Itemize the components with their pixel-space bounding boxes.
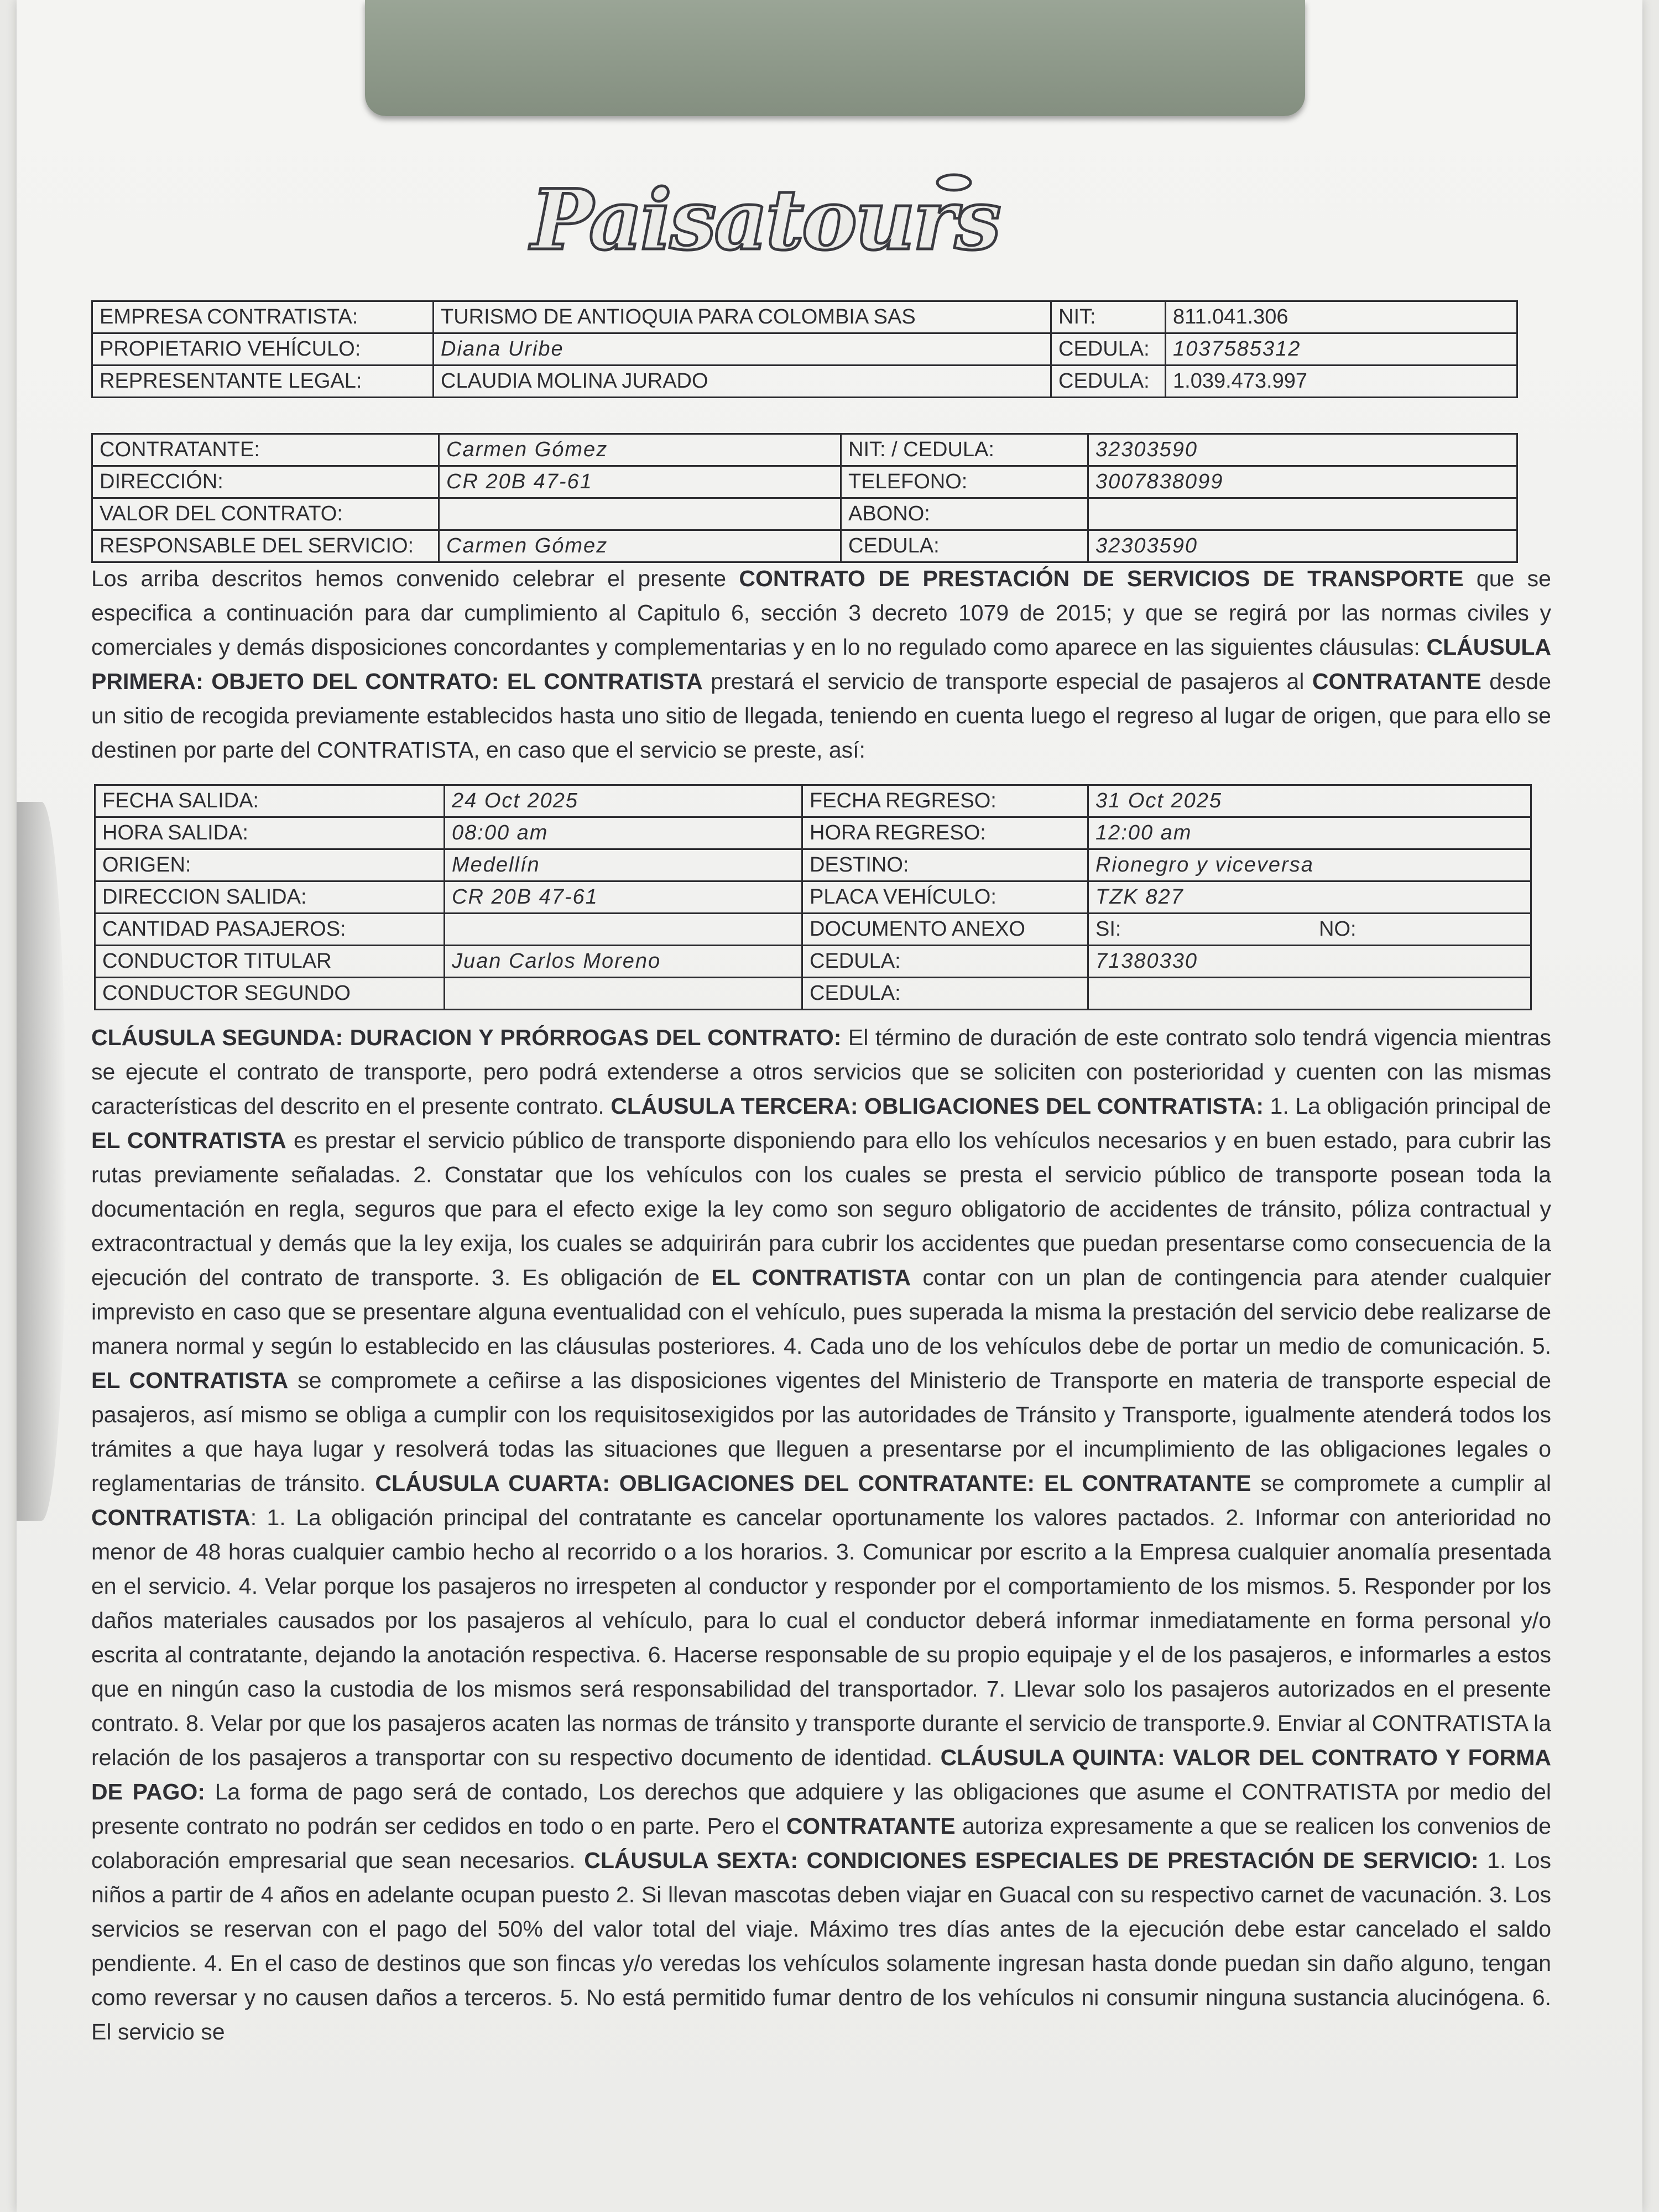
label-hora-salida: HORA SALIDA: (95, 817, 445, 849)
value-responsable: Carmen Gómez (439, 530, 841, 562)
table-row (95, 881, 1531, 914)
clipboard-clip (365, 0, 1305, 116)
label-direccion-salida: DIRECCION SALIDA: (95, 881, 445, 914)
value-direccion-salida: CR 20B 47-61 (445, 881, 802, 914)
table-row (92, 434, 1517, 466)
table-row (92, 301, 1517, 333)
clause-cuarta-heading: CLÁUSULA CUARTA: OBLIGACIONES DEL CONTRATANTE: EL CONTRATANTE (375, 1470, 1251, 1496)
label-nit-cedula: NIT: / CEDULA: (841, 434, 1088, 466)
value-contratante: Carmen Gómez (439, 434, 841, 466)
label-destino: DESTINO: (802, 849, 1088, 881)
label-cedula-propietario: CEDULA: (1051, 333, 1166, 366)
clause-quinta-heading: CLÁUSULA QUINTA: VALOR DEL CONTRATO Y FORMA DE PAGO: (91, 1745, 1551, 1804)
value-empresa: TURISMO DE ANTIOQUIA PARA COLOMBIA SAS (434, 301, 1051, 333)
clause-emphasis: CONTRATISTA (91, 1505, 251, 1530)
label-placa: PLACA VEHÍCULO: (802, 881, 1088, 914)
table-row (92, 530, 1517, 562)
value-cedula-conductor: 71380330 (1088, 946, 1531, 978)
table-row (92, 498, 1517, 530)
trip-table (94, 784, 1532, 1010)
value-destino: Rionegro y viceversa (1088, 849, 1531, 881)
value-fecha-regreso: 31 Oct 2025 (1088, 785, 1531, 817)
clause-text: autoriza expresamente a que se realicen los convenios de colaboración empresarial que sean necesarios. (91, 1813, 1551, 1873)
label-cedula-conductor: CEDULA: (802, 946, 1088, 978)
company-logo (525, 166, 1051, 276)
label-abono: ABONO: (841, 498, 1088, 530)
label-cedula-representante: CEDULA: (1051, 366, 1166, 398)
value-cantidad-pasajeros (445, 914, 802, 946)
label-cedula-conductor-segundo: CEDULA: (802, 978, 1088, 1010)
table-row (95, 914, 1531, 946)
clause-sexta-heading: CLÁUSULA SEXTA: CONDICIONES ESPECIALES DE PRESTACIÓN DE SERVICIO: (584, 1848, 1479, 1873)
intro-paragraph (91, 561, 1551, 767)
table-row (95, 946, 1531, 978)
value-direccion: CR 20B 47-61 (439, 466, 841, 498)
label-cantidad-pasajeros: CANTIDAD PASAJEROS: (95, 914, 445, 946)
intro-text: prestará el servicio de transporte especial de pasajeros al (702, 669, 1312, 694)
value-representante: CLAUDIA MOLINA JURADO (434, 366, 1051, 398)
clause-emphasis: EL CONTRATISTA (91, 1368, 289, 1393)
value-conductor-titular: Juan Carlos Moreno (445, 946, 802, 978)
value-hora-regreso: 12:00 am (1088, 817, 1531, 849)
label-valor-contrato: VALOR DEL CONTRATO: (92, 498, 439, 530)
label-responsable: RESPONSABLE DEL SERVICIO: (92, 530, 439, 562)
fold-shadow (17, 802, 66, 1521)
value-valor-contrato (439, 498, 841, 530)
label-representante: REPRESENTANTE LEGAL: (92, 366, 434, 398)
label-fecha-salida: FECHA SALIDA: (95, 785, 445, 817)
label-conductor-titular: CONDUCTOR TITULAR (95, 946, 445, 978)
clause-text: contar con un plan de contingencia para atender cualquier imprevisto en caso que se presentare alguna eventualidad con el vehículo, pues superada la misma la prestación del servicio debe realizarse de manera normal y según lo establecido en las cláusulas posteriores. 4. Cada uno de los vehículos debe de portar un medio de comunicación. 5. (91, 1265, 1551, 1359)
label-direccion: DIRECCIÓN: (92, 466, 439, 498)
table-row (95, 817, 1531, 849)
label-empresa: EMPRESA CONTRATISTA: (92, 301, 434, 333)
table-row (95, 785, 1531, 817)
label-origen: ORIGEN: (95, 849, 445, 881)
clause-text: 1. La obligación principal de (1264, 1093, 1552, 1119)
value-propietario: Diana Uribe (434, 333, 1051, 366)
clause-text: : 1. La obligación principal del contratante es cancelar oportunamente los valores pactados. 2. Informar con anterioridad no menor de 48 horas cualquier cambio hecho al recorrido o a los horarios. 3. Comunicar por escrito a la Empresa cualquier anomalía presentada en el servicio. 4. Velar porque los pasajeros no irrespeten al conductor y responder por el comportamiento de los mismos. 5. Responder por los daños materiales causados por los pasajeros al vehículo, para lo cual el conductor deberá informar inmediatamente en forma personal y/o escrita al contratante, dejando la anotación respectiva. 6. Hacerse responsable de su propio equipaje y el de los pasajeros, e informarles a estos que en ningún caso la custodia de los mismos será responsabilidad del transportador. 7. Llevar solo los pasajeros autorizados en el presente contrato. 8. Velar por que los pasajeros acaten las normas de tránsito y transporte durante el servicio de transporte.9. Enviar al CONTRATISTA la relación de los pasajeros a transportar con su respectivo documento de identidad. (91, 1505, 1551, 1770)
clauses-text (91, 1020, 1551, 2049)
clause-primera-heading: CLÁUSULA PRIMERA: OBJETO DEL CONTRATO: EL CONTRATISTA (91, 634, 1551, 694)
label-hora-regreso: HORA REGRESO: (802, 817, 1088, 849)
table-row (95, 849, 1531, 881)
clause-text: El término de duración de este contrato solo tendrá vigencia mientras se ejecute el contrato de transporte, pero podrá extenderse a otros servicios que se soliciten con posterioridad y cuenten con las mismas características del descrito en el presente contrato. (91, 1025, 1551, 1119)
value-nit-cedula: 32303590 (1088, 434, 1517, 466)
intro-text: que se especifica a continuación para dar cumplimiento al Capitulo 6, sección 3 decreto 1079 de 2015; y que se regirá por las normas civiles y comerciales y demás disposiciones concordantes y complementarias y en lo no regulado como aparece en las siguientes cláusulas: (91, 566, 1551, 660)
label-propietario: PROPIETARIO VEHÍCULO: (92, 333, 434, 366)
value-hora-salida: 08:00 am (445, 817, 802, 849)
value-abono (1088, 498, 1517, 530)
logo-lettering: Paisatours (531, 171, 999, 269)
table-row (92, 466, 1517, 498)
label-conductor-segundo: CONDUCTOR SEGUNDO (95, 978, 445, 1010)
intro-contract-title: CONTRATO DE PRESTACIÓN DE SERVICIOS DE TRANSPORTE (739, 566, 1464, 591)
clause-tercera-heading: CLÁUSULA TERCERA: OBLIGACIONES DEL CONTRATISTA: (611, 1093, 1264, 1119)
label-nit: NIT: (1051, 301, 1166, 333)
client-table (91, 433, 1518, 563)
value-origen: Medellín (445, 849, 802, 881)
clause-text: La forma de pago será de contado, Los derechos que adquiere y las obligaciones que asume el CONTRATISTA por medio del presente contrato no podrán ser cedidos en todo o en parte. Pero el (91, 1779, 1551, 1839)
value-nit: 811.041.306 (1166, 301, 1517, 333)
value-cedula-responsable: 32303590 (1088, 530, 1517, 562)
value-telefono: 3007838099 (1088, 466, 1517, 498)
clause-emphasis: EL CONTRATISTA (91, 1128, 286, 1153)
company-table (91, 300, 1518, 398)
clause-text: se compromete a ceñirse a las disposiciones vigentes del Ministerio de Transporte en materia de transporte especial de pasajeros, así mismo se obliga a cumplir con los requisitosexigidos por las autoridades de Tránsito y Transporte, igualmente atenderá todos los trámites a que haya lugar y resolverá todas las situaciones que lleguen a presentarse por el incumplimiento de las obligaciones legales o reglamentarias de tránsito. (91, 1368, 1551, 1496)
intro-text: Los arriba descritos hemos convenido celebrar el presente (91, 566, 739, 591)
value-cedula-representante: 1.039.473.997 (1166, 366, 1517, 398)
intro-text: desde un sitio de recogida previamente establecidos hasta uno sitio de llegada, teniendo en cuenta luego el regreso al lugar de origen, que para ello se destinen por parte del CONTRATISTA, en caso que el servicio se preste, así: (91, 669, 1552, 763)
checkbox-si: SI: (1088, 914, 1313, 946)
label-contratante: CONTRATANTE: (92, 434, 439, 466)
table-row (95, 978, 1531, 1010)
clause-emphasis: CONTRATANTE (786, 1813, 956, 1839)
intro-contratante: CONTRATANTE (1312, 669, 1481, 694)
label-fecha-regreso: FECHA REGRESO: (802, 785, 1088, 817)
clause-text: es prestar el servicio público de transporte disponiendo para ello los vehículos necesarios y en buen estado, para cubrir las rutas previamente señaladas. 2. Constatar que los vehículos con los cuales se presta el servicio público de transporte posean toda la documentación en regla, seguros que para el efecto exige la ley como son seguro obligatorio de accidentes de tránsito, póliza contractual y extracontractual y demás que la ley exija, los cuales se adquirirán para cubrir los accidentes que puedan presentarse como consecuencia de la ejecución del contrato de transporte. 3. Es obligación de (91, 1128, 1551, 1290)
value-cedula-propietario: 1037585312 (1166, 333, 1517, 366)
clause-emphasis: EL CONTRATISTA (711, 1265, 911, 1290)
label-documento-anexo: DOCUMENTO ANEXO (802, 914, 1088, 946)
checkbox-no: NO: (1312, 914, 1531, 946)
value-fecha-salida: 24 Oct 2025 (445, 785, 802, 817)
value-placa: TZK 827 (1088, 881, 1531, 914)
label-telefono: TELEFONO: (841, 466, 1088, 498)
value-conductor-segundo (445, 978, 802, 1010)
clause-segunda-heading: CLÁUSULA SEGUNDA: DURACION Y PRÓRROGAS DEL CONTRATO: (91, 1025, 842, 1050)
value-cedula-conductor-segundo (1088, 978, 1531, 1010)
clause-text: se compromete a cumplir al (1251, 1470, 1551, 1496)
label-cedula-responsable: CEDULA: (841, 530, 1088, 562)
table-row (92, 366, 1517, 398)
clause-text: 1. Los niños a partir de 4 años en adelante ocupan puesto 2. Si llevan mascotas deben viajar en Guacal con su respectivo carnet de vacunación. 3. Los servicios se reservan con el pago del 50% del valor total del viaje. Máximo tres días antes de la ejecución debe estar cancelado el saldo pendiente. 4. En el caso de destinos que son fincas y/o veredas los vehículos solamente ingresan hasta donde puedan sin daño alguno, tengan como reversar y no causen daños a terceros. 5. No está permitido fumar dentro de los vehículos ni consumir ninguna sustancia alucinógena. 6. El servicio se (91, 1848, 1551, 2044)
table-row (92, 333, 1517, 366)
